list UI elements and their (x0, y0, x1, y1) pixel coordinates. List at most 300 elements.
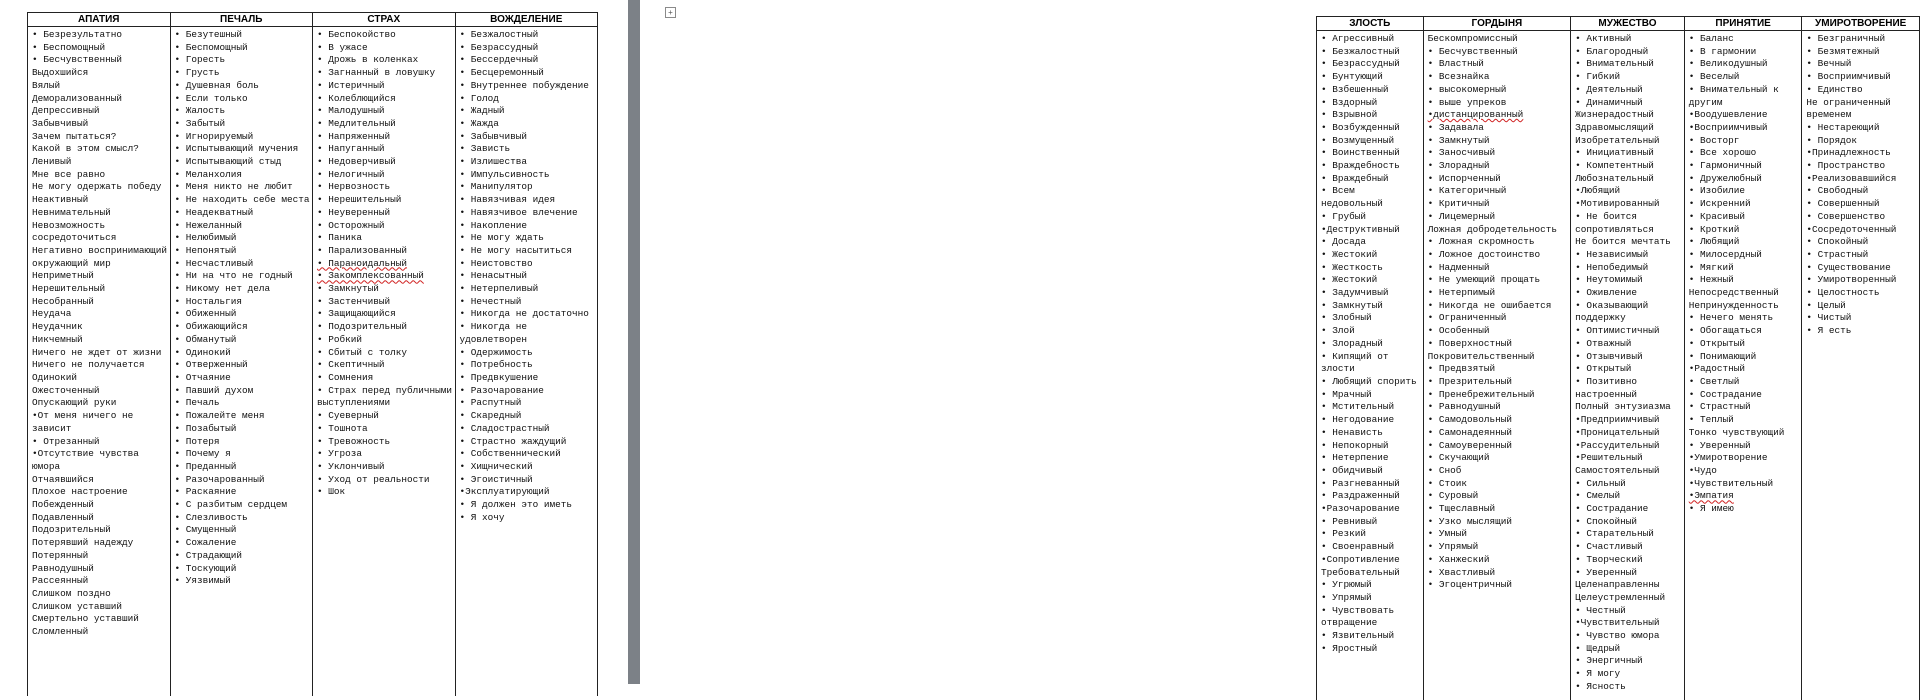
emotion-item: • Я есть (1806, 325, 1852, 337)
emotion-item: Потерянный (32, 549, 89, 561)
emotion-item: • Испорченный (1427, 172, 1501, 184)
emotion-item: • Порядок (1806, 134, 1858, 146)
emotion-item: •Чувствительный (1575, 617, 1660, 629)
emotion-item: Вялый (32, 79, 61, 91)
emotion-item: • Если только (174, 92, 248, 104)
emotion-item: • Эгоцентричный (1427, 579, 1513, 591)
emotion-item: • Меня никто не любит (174, 181, 293, 193)
emotion-item: Слишком уставший (32, 600, 123, 612)
emotion-item: • Любящий спорить (1321, 375, 1417, 387)
emotion-item: • Всем недовольный (1321, 185, 1383, 210)
emotion-item: • Равнодушный (1427, 401, 1501, 413)
emotion-item: • Сострадание (1688, 388, 1762, 400)
emotion-item: • Сострадание (1575, 503, 1649, 515)
column-header: АПАТИЯ (28, 13, 170, 27)
emotion-item: • Угрюмый (1321, 579, 1372, 591)
emotion-item: Никчемный (32, 333, 83, 345)
emotion-item: • Не находить себе места (174, 194, 310, 206)
emotion-item: • Особенный (1427, 325, 1490, 337)
emotion-item: • Целый (1806, 299, 1846, 311)
emotion-item: • Самодовольный (1427, 414, 1513, 426)
column-гордыня (1424, 17, 1572, 700)
emotion-item: Ожесточенный (32, 384, 100, 396)
emotion-item: • Честный (1575, 604, 1626, 616)
emotion-item: • Меланхолия (174, 168, 243, 180)
emotion-item: • высокомерный (1427, 83, 1507, 95)
emotion-item: • Суровый (1427, 490, 1479, 502)
emotion-item: • Грубый (1321, 210, 1367, 222)
emotion-item: • Испытывающий стыд (174, 156, 282, 168)
emotion-item: • Жесткость (1321, 261, 1383, 273)
emotion-item: • Шок (317, 486, 346, 498)
emotion-item: • Чистый (1806, 312, 1852, 324)
emotion-item: • Задавала (1427, 121, 1484, 133)
emotion-item: •Восприимчивый (1688, 121, 1768, 133)
emotion-item: • Никому нет дела (174, 283, 271, 295)
emotion-item: • Сомнения (317, 371, 374, 383)
emotion-item: • Понимающий (1688, 350, 1757, 362)
emotion-item: • Безрезультатно (32, 29, 123, 40)
emotion-item: • Оптимистичный (1575, 325, 1660, 337)
emotion-item: • Одинокий (174, 346, 231, 358)
emotion-item: • Ностальгия (174, 295, 243, 307)
emotion-item: • Свободный (1806, 185, 1869, 197)
column-мужество (1571, 17, 1685, 700)
emotion-item: • Загнанный в ловушку (317, 67, 436, 79)
emotion-item: Опускающий руки (32, 397, 117, 409)
emotion-item: • Пространство (1806, 160, 1886, 172)
emotion-item: • Счастливый (1575, 541, 1643, 553)
emotion-item: • Парализованный (317, 244, 408, 256)
emotion-item: • Никогда не удовлетворен (459, 321, 533, 345)
column-принятие (1685, 17, 1803, 700)
emotion-item: • Предвкушение (459, 371, 539, 383)
emotion-item: • Робкий (317, 333, 363, 345)
emotion-item: • Слезливость (174, 511, 248, 523)
emotion-item: • Горесть (174, 54, 226, 66)
emotion-list (1571, 31, 1684, 694)
emotion-item: • Импульсивность (459, 168, 550, 180)
emotion-item: •Сосредоточенный (1806, 223, 1897, 235)
emotion-item: Какой в этом смысл? (32, 143, 139, 155)
emotion-item: • Беспокойство (317, 29, 396, 40)
emotion-item: • Нетерпение (1321, 452, 1389, 464)
emotion-item: • Напряженный (317, 130, 391, 142)
emotion-item: • Отверженный (174, 359, 248, 371)
emotion-item: • Потребность (459, 359, 533, 371)
emotion-item: • Не боится сопротивляться (1575, 210, 1654, 235)
emotion-item: Подозрительный (32, 524, 111, 536)
column-печаль (171, 13, 314, 696)
emotion-item: • Отважный (1575, 337, 1632, 349)
emotion-item: •Сопротивление (1321, 553, 1400, 565)
emotion-item: •Радостный (1688, 363, 1746, 375)
emotion-item: • Безграничный (1806, 33, 1886, 44)
emotion-item: Покровительственный (1427, 350, 1535, 362)
emotion-item: Побежденный (32, 499, 94, 511)
emotion-item: • Категоричный (1427, 185, 1507, 197)
emotion-item: • Деятельный (1575, 83, 1643, 95)
column-вожделение (456, 13, 598, 696)
emotion-item: • Лицемерный (1427, 210, 1496, 222)
emotion-item: • Отрезанный (32, 435, 100, 447)
emotion-item: • Страстный (1806, 248, 1869, 260)
emotion-item: • Нетерпимый (1427, 287, 1496, 299)
table-move-handle-icon[interactable]: + (665, 7, 676, 18)
column-header: ГОРДЫНЯ (1424, 17, 1571, 31)
emotion-item: • Игнорируемый (174, 130, 254, 142)
emotion-item: • Ограниченный (1427, 312, 1507, 324)
emotion-item: • Неутомимый (1575, 274, 1643, 286)
emotion-item: • Тщеславный (1427, 503, 1496, 515)
emotion-item: • Я могу (1575, 668, 1621, 680)
emotion-list (28, 27, 173, 639)
emotion-item: • Враждебность (1321, 160, 1400, 172)
emotion-item: • выше упреков (1427, 96, 1507, 108)
emotion-item: • Гибкий (1575, 71, 1621, 83)
emotion-item: • Непобедимый (1575, 261, 1649, 273)
emotion-item: •Предприимчивый (1575, 414, 1660, 426)
emotion-item: • Тоскующий (174, 562, 237, 574)
emotion-item: • Нетерпеливый (459, 283, 539, 295)
emotion-item: • Старательный (1575, 528, 1654, 540)
emotion-item: Ложная добродетельность (1427, 223, 1558, 235)
emotion-item: • Инициативный (1575, 147, 1654, 159)
emotion-item: • Обманутый (174, 333, 237, 345)
emotion-item: Самостоятельный (1575, 464, 1660, 476)
emotion-item: • Скептичный (317, 359, 385, 371)
emotion-item: • Компетентный (1575, 160, 1654, 172)
emotion-item: • Внимательный к другим (1688, 83, 1785, 108)
emotion-item: • Чувство юмора (1575, 630, 1660, 642)
emotion-item: Изобретательный (1575, 134, 1660, 146)
emotion-item: • Манипулятор (459, 181, 533, 193)
emotion-item: • Скучающий (1427, 452, 1490, 464)
emotion-item: • Медлительный (317, 117, 396, 129)
emotion-item: Подавленный (32, 511, 94, 523)
emotion-item: • Безрассудный (459, 41, 539, 53)
column-header: ПРИНЯТИЕ (1685, 17, 1802, 31)
emotion-item: • Нечего менять (1688, 312, 1774, 324)
emotion-item: • Никогда не ошибается (1427, 299, 1552, 311)
column-header: ЗЛОСТЬ (1317, 17, 1423, 31)
emotions-table-right (1316, 16, 1920, 700)
emotion-item: •Умиротворение (1688, 452, 1768, 464)
emotion-item: • Отзывчивый (1575, 350, 1643, 362)
emotion-item: • Накопление (459, 219, 528, 231)
emotion-item: • Смущенный (174, 524, 237, 536)
emotion-list (456, 27, 598, 524)
emotion-item: • Злобный (1321, 312, 1372, 324)
emotion-item: Не ограниченный временем (1806, 96, 1897, 121)
emotion-item: Ленивый (32, 156, 72, 168)
emotion-item: • Безмятежный (1806, 45, 1880, 57)
emotion-item: •Отсутствие чувства юмора (32, 448, 145, 472)
emotion-item: • Нечестный (459, 295, 522, 307)
emotion-item: • Жестокий (1321, 248, 1378, 260)
emotion-item: • Нервозность (317, 181, 391, 193)
emotion-item: Неактивный (32, 194, 89, 206)
emotion-item: Равнодушный (32, 562, 94, 574)
emotion-item: • Тревожность (317, 435, 391, 447)
emotion-item: • Ложное достоинство (1427, 248, 1541, 260)
emotion-item: •Принадлежность (1806, 147, 1891, 159)
emotion-item: • Умный (1427, 528, 1468, 540)
emotion-item: • Баланс (1688, 33, 1734, 44)
emotion-item: • Самонадеянный (1427, 426, 1513, 438)
emotion-item: Несобранный (32, 295, 94, 307)
emotion-item: Невнимательный (32, 206, 111, 218)
emotion-item: Ничего не ждет от жизни (32, 346, 162, 358)
emotion-item: • Умиротворенный (1806, 274, 1897, 286)
emotion-item: • Подозрительный (317, 321, 408, 333)
emotion-item: • Заносчивый (1427, 147, 1496, 159)
emotion-item: • Милосердный (1688, 248, 1762, 260)
emotion-item: • Замкнутый (1427, 134, 1490, 146)
emotion-item: • Закомплексованный (317, 270, 424, 282)
emotion-item: • Упрямый (1427, 541, 1479, 553)
emotion-item: • Дружелюбный (1688, 172, 1762, 184)
emotion-item: Деморализованный (32, 92, 123, 104)
emotion-item: •Разочарование (1321, 503, 1400, 515)
emotion-item: Выдохшийся (32, 67, 89, 79)
emotion-item: • Веселый (1688, 71, 1740, 83)
emotion-item: • Не могу насытиться (459, 244, 573, 256)
emotion-item: • Ненависть (1321, 426, 1383, 438)
emotion-item: • Отчаяние (174, 371, 231, 383)
emotion-item: • Резкий (1321, 528, 1367, 540)
emotion-item: • Поверхностный (1427, 337, 1513, 349)
emotion-item: • Красивый (1688, 210, 1746, 222)
page-gap (628, 0, 640, 684)
emotion-item: • Язвительный (1321, 630, 1395, 642)
column-апатия (28, 13, 171, 696)
emotion-item: • Негодование (1321, 414, 1395, 426)
emotion-item: • Защищающийся (317, 308, 396, 320)
emotion-item: • Страстный (1688, 401, 1751, 413)
emotion-item: Сломленный (32, 626, 89, 638)
emotion-item: Невозможность сосредоточиться (32, 219, 117, 244)
emotion-list (171, 27, 313, 588)
emotion-item: • Предвзятый (1427, 363, 1496, 375)
emotion-item: • Обижающийся (174, 321, 248, 333)
emotion-item: •Мотивированный (1575, 198, 1660, 210)
emotion-item: • Злорадный (1427, 160, 1490, 172)
emotion-item: • Безжалостный (1321, 45, 1400, 57)
emotion-item: • Не умеющий прощать (1427, 274, 1541, 286)
emotion-item: Не могу одержать победу (32, 181, 162, 193)
emotion-item: • Властный (1427, 58, 1484, 70)
emotion-item: • Нежный (1688, 274, 1734, 286)
emotion-item: • Эгоистичный (459, 473, 533, 485)
emotion-item: • Ханжеский (1427, 553, 1490, 565)
emotion-item: • Позабытый (174, 422, 237, 434)
emotion-item: • Кроткий (1688, 223, 1740, 235)
emotion-item: Тонко чувствующий (1688, 426, 1785, 438)
emotion-item: Не боится мечтать (1575, 236, 1671, 248)
emotion-item: • Суеверный (317, 410, 379, 422)
emotion-item: • Пожалейте меня (174, 410, 265, 422)
emotion-item: Непринужденность (1688, 299, 1779, 311)
emotion-item: • Напуганный (317, 143, 385, 155)
emotion-item: • Пренебрежительный (1427, 388, 1535, 400)
emotion-item: • Активный (1575, 33, 1632, 44)
emotion-item: • Все хорошо (1688, 147, 1757, 159)
emotion-item: • Обиженный (174, 308, 237, 320)
emotion-item: Любознательный (1575, 172, 1654, 184)
emotion-item: • Жажда (459, 117, 499, 129)
emotion-item: • Нелюбимый (174, 232, 237, 244)
emotion-item: • Кипящий от злости (1321, 350, 1395, 375)
emotion-item: • Паника (317, 232, 363, 244)
emotion-list (1424, 31, 1571, 592)
emotion-item: • Всезнайка (1427, 71, 1490, 83)
emotion-item: Отчаявшийся (32, 473, 94, 485)
emotion-item: • Печаль (174, 397, 220, 409)
emotion-item: • Малодушный (317, 105, 385, 117)
emotion-item: Одинокий (32, 371, 78, 383)
emotion-item: • Самоуверенный (1427, 439, 1513, 451)
emotion-item: • Досада (1321, 236, 1367, 248)
emotion-item: Забывчивый (32, 117, 89, 129)
emotion-item: Неудача (32, 308, 72, 320)
emotion-item: • Сбитый с толку (317, 346, 408, 358)
emotion-item: • Узко мыслящий (1427, 515, 1513, 527)
emotion-item: • Уклончивый (317, 460, 385, 472)
emotion-item: •Эмпатия (1688, 490, 1734, 502)
emotion-item: • Непокорный (1321, 439, 1389, 451)
emotion-item: Нерешительный (32, 283, 106, 295)
emotion-item: • Открытый (1688, 337, 1746, 349)
emotion-item: • Яростный (1321, 642, 1378, 654)
emotion-item: • Нежеланный (174, 219, 243, 231)
emotion-item: • Нестареющий (1806, 121, 1880, 133)
emotion-item: • В ужасе (317, 41, 368, 53)
emotion-item: • Спокойный (1575, 515, 1638, 527)
emotion-item: • Мрачный (1321, 388, 1372, 400)
emotion-item: • Хищнический (459, 460, 533, 472)
emotion-item: • Одержимость (459, 346, 533, 358)
emotion-item: • Светлый (1688, 375, 1740, 387)
emotion-item: • Изобилие (1688, 185, 1746, 197)
emotion-item: • Излишества (459, 156, 528, 168)
emotion-item: • Неадекватный (174, 206, 254, 218)
emotion-item: • Задумчивый (1321, 287, 1389, 299)
emotion-item: • Теплый (1688, 414, 1734, 426)
emotion-item: •Любящий (1575, 185, 1621, 197)
emotion-item: • Недоверчивый (317, 156, 396, 168)
emotion-item: • Мстительный (1321, 401, 1395, 413)
emotion-item: • Уязвимый (174, 575, 231, 587)
emotion-item: • Оживление (1575, 287, 1638, 299)
emotion-item: • Совершенный (1806, 198, 1880, 210)
emotion-item: • Преданный (174, 460, 237, 472)
emotion-item: • Сожаление (174, 537, 237, 549)
column-злость (1317, 17, 1424, 700)
emotion-item: • Я хочу (459, 511, 505, 523)
emotion-item: • В гармонии (1688, 45, 1757, 57)
emotion-item: • Гармоничный (1688, 160, 1762, 172)
emotion-item: • Я имею (1688, 503, 1734, 515)
emotion-list (1802, 31, 1919, 338)
emotion-item: • Бессердечный (459, 54, 539, 66)
emotion-item: • Не могу ждать (459, 232, 544, 244)
emotion-item: • Стоик (1427, 477, 1468, 489)
emotion-item: • Чувствовать отвращение (1321, 604, 1400, 629)
emotion-item: •дистанцированный (1427, 109, 1524, 121)
emotion-item: • Павший духом (174, 384, 254, 396)
emotion-item: • Агрессивный (1321, 33, 1395, 44)
column-header: ВОЖДЕЛЕНИЕ (456, 13, 598, 27)
emotion-item: • Душевная боль (174, 79, 259, 91)
emotion-item: •Чудо (1688, 464, 1717, 476)
emotion-item: • Возбужденный (1321, 121, 1400, 133)
emotion-item: • Сноб (1427, 464, 1462, 476)
emotion-item: • Спокойный (1806, 236, 1869, 248)
emotion-item: Целеустремленный (1575, 591, 1666, 603)
emotion-item: • Обидчивый (1321, 464, 1383, 476)
emotion-item: Жизнерадостный (1575, 109, 1654, 121)
emotion-item: • Смелый (1575, 490, 1621, 502)
emotion-item: • Грусть (174, 67, 220, 79)
emotion-item: • Голод (459, 92, 499, 104)
emotion-item: • Позитивно настроенный (1575, 375, 1643, 400)
emotion-item: Плохое настроение (32, 486, 128, 498)
emotion-item: • Зависть (459, 143, 511, 155)
emotion-item: • Враждебный (1321, 172, 1389, 184)
emotion-item: • Забывчивый (459, 130, 528, 142)
document-page-left (0, 0, 628, 684)
emotion-item: Мне все равно (32, 168, 106, 180)
emotion-item: Смертельно уставший (32, 613, 139, 625)
emotion-item: • Вздорный (1321, 96, 1378, 108)
emotion-item: •Эксплуатирующий (459, 486, 550, 498)
emotion-item: • Испытывающий мучения (174, 143, 299, 155)
emotion-item: • Навязчивая идея (459, 194, 556, 206)
emotion-item: • Злорадный (1321, 337, 1383, 349)
emotion-item: • Сильный (1575, 477, 1626, 489)
emotion-item: •Проницательный (1575, 426, 1660, 438)
emotion-item: • Надменный (1427, 261, 1490, 273)
emotion-item: • Беспомощный (32, 41, 106, 53)
emotion-item: Негативно воспринимающий окружающий мир (32, 244, 173, 269)
emotion-item: • Параноидальный (317, 257, 408, 269)
emotion-item: • Никогда не достаточно (459, 308, 589, 320)
emotion-item: • Бесцеремонный (459, 67, 544, 79)
emotion-item: • Вечный (1806, 58, 1852, 70)
emotion-item: • Страх перед публичными выступлениями (317, 384, 458, 409)
emotion-item: • Ложная скромность (1427, 236, 1535, 248)
emotion-item: • Непонятый (174, 244, 237, 256)
emotion-item: • Нелогичный (317, 168, 385, 180)
emotion-list (313, 27, 458, 499)
emotion-item: • Взбешенный (1321, 83, 1389, 95)
emotion-item: • Уход от реальности (317, 473, 430, 485)
emotion-item: • Угроза (317, 448, 363, 460)
emotion-item: • Бесчувственный (32, 54, 123, 66)
emotion-item: • Оказывающий поддержку (1575, 299, 1654, 324)
emotion-item: •Реализовавшийся (1806, 172, 1897, 184)
emotion-item: • Независимый (1575, 248, 1649, 260)
column-умиротворение (1802, 17, 1919, 700)
emotion-list (1317, 31, 1423, 655)
emotion-item: • Жадный (459, 105, 505, 117)
emotion-item: • Ясность (1575, 680, 1626, 692)
column-header: ПЕЧАЛЬ (171, 13, 313, 27)
emotion-item: •Решительный (1575, 452, 1643, 464)
column-header: МУЖЕСТВО (1571, 17, 1684, 31)
emotion-item: • Бунтующий (1321, 71, 1383, 83)
